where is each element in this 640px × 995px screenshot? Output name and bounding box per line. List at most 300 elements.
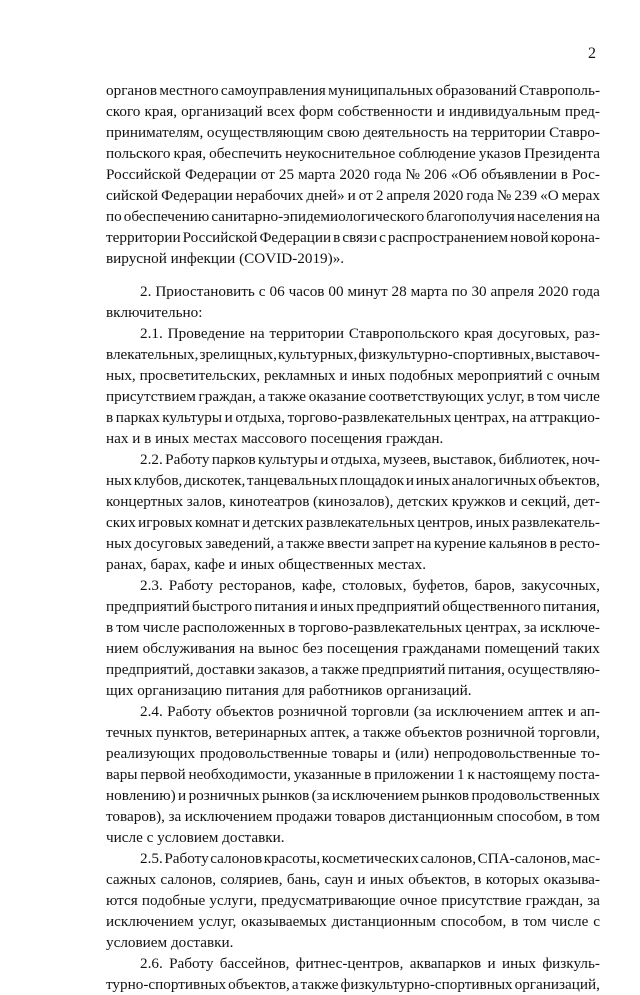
word: года: [373, 166, 402, 183]
word: аптек,: [310, 724, 350, 741]
word: за: [168, 808, 182, 825]
word: в: [333, 229, 341, 246]
word: первой: [140, 766, 186, 783]
word: №: [405, 166, 420, 183]
word: санитарно-эпидемиологического: [211, 208, 425, 225]
word: ных: [106, 472, 132, 489]
word: розничной: [278, 703, 348, 720]
word: минут: [347, 283, 388, 300]
word: физкультурно-спортивных,: [358, 346, 535, 363]
word: обеспечению: [123, 208, 210, 225]
word: реализующих: [106, 745, 196, 762]
text-line: [106, 491, 600, 512]
word: органов: [106, 82, 158, 99]
word: также: [300, 976, 339, 993]
word: Федерации: [184, 166, 257, 183]
word: с: [546, 367, 554, 384]
word: года: [466, 187, 494, 204]
word: сийской: [106, 187, 159, 204]
word: помещений: [484, 640, 560, 657]
word: закусочных,: [521, 577, 600, 594]
word: исключением: [184, 808, 273, 825]
word: на: [416, 535, 432, 552]
text-line: [106, 659, 600, 680]
word: на: [249, 325, 265, 342]
paragraph-p2_3: [106, 575, 600, 701]
word: центрах,: [453, 409, 510, 426]
word: по: [451, 283, 468, 300]
word: 2020: [432, 187, 464, 204]
word: способом,: [440, 913, 507, 930]
word: марта: [410, 283, 448, 300]
text-line: [106, 164, 600, 185]
word: ресто-: [559, 535, 600, 552]
word: том: [116, 619, 140, 636]
word: подобных: [389, 367, 454, 384]
word: нерабочих: [235, 187, 304, 204]
word: способом,: [496, 808, 563, 825]
word: концертных: [106, 493, 184, 510]
word: кинотеатров: [229, 493, 310, 510]
text-line: [106, 407, 600, 428]
word: соблюдение: [398, 145, 476, 162]
word: корона-: [550, 229, 600, 246]
word: красоты,: [263, 850, 321, 867]
word: и: [487, 955, 496, 972]
word: края,: [173, 145, 207, 162]
text-line: [106, 911, 600, 932]
word: оказание: [308, 388, 366, 405]
word: посещения: [326, 640, 399, 657]
word: Рос-: [572, 166, 600, 183]
word: всех: [266, 103, 295, 120]
word: ввести: [326, 535, 370, 552]
word: площадок: [339, 472, 405, 489]
word: Федерации: [161, 187, 233, 204]
word: и: [347, 187, 356, 204]
word: от: [260, 166, 275, 183]
word: ских: [106, 514, 136, 531]
word: 2.1.: [140, 325, 163, 342]
word: настоящему: [477, 766, 556, 783]
word: 2.6.: [140, 955, 163, 972]
word: Работу: [165, 451, 210, 468]
word: доставки: [196, 661, 255, 678]
word: влекательных,: [106, 346, 199, 363]
word: связи: [342, 229, 378, 246]
word: распространением: [387, 229, 509, 246]
text-line: ранах, барах, кафе и иных общественных местах.: [106, 556, 427, 573]
word: и: [339, 367, 348, 384]
word: аттракцио-: [529, 409, 600, 426]
paragraph-p0: [106, 80, 600, 269]
word: в: [474, 871, 482, 888]
word: а: [291, 976, 299, 993]
text-line: [106, 470, 600, 491]
word: №: [496, 187, 512, 204]
word: сажных: [106, 871, 157, 888]
word: с: [379, 229, 386, 246]
word: Приостановить: [155, 283, 255, 300]
word: которых: [485, 871, 540, 888]
word: на: [239, 640, 255, 657]
text-line: включительно:: [106, 304, 203, 321]
word: неукоснительное: [285, 145, 396, 162]
word: присутствие: [441, 892, 522, 909]
word: 2.4.: [140, 703, 163, 720]
word: аквапарков: [409, 955, 482, 972]
word: на: [585, 208, 600, 225]
word: зрелищных,: [199, 346, 277, 363]
text-line: [106, 386, 600, 407]
word: баров,: [474, 577, 516, 594]
word: собственности: [337, 103, 433, 120]
word: продовольственные: [199, 745, 328, 762]
word: ветеринарных: [215, 724, 307, 741]
page-number: 2: [588, 45, 596, 62]
word: без: [302, 640, 323, 657]
word: досуговых: [134, 535, 203, 552]
word: 239: [514, 187, 538, 204]
word: мерах: [561, 187, 600, 204]
word: гражданами: [402, 640, 481, 657]
word: дет-: [573, 493, 600, 510]
word: года: [572, 283, 600, 300]
word: в: [565, 808, 574, 825]
word: подобные: [141, 892, 206, 909]
word: указанные: [293, 766, 362, 783]
word: пунктов,: [156, 724, 213, 741]
word: иных: [415, 472, 450, 489]
word: оказываемых: [241, 913, 327, 930]
word: течных: [106, 724, 153, 741]
document-body: [106, 80, 600, 995]
text-line: [106, 533, 600, 554]
word: том: [523, 913, 547, 930]
word: территории: [269, 325, 345, 342]
word: в: [288, 619, 296, 636]
word: территории: [106, 229, 181, 246]
word: салонов: [210, 850, 263, 867]
word: в: [560, 166, 568, 183]
word: объектов: [404, 724, 463, 741]
word: (или): [395, 745, 430, 762]
word: 30: [471, 283, 487, 300]
word: вары: [106, 766, 138, 783]
word: детских: [252, 514, 304, 531]
word: местного: [159, 82, 219, 99]
word: очным: [557, 367, 600, 384]
word: курение: [433, 535, 487, 552]
word: пред-: [564, 103, 600, 120]
word: быстрого: [191, 598, 253, 615]
word: иных: [320, 598, 355, 615]
word: и: [320, 451, 329, 468]
word: заведений,: [205, 535, 275, 552]
word: заказов,: [257, 661, 309, 678]
word: (за: [413, 703, 432, 720]
word: кафе,: [301, 577, 336, 594]
word: кальянов: [488, 535, 548, 552]
word: том: [537, 388, 561, 405]
word: косметических: [321, 850, 419, 867]
word: и: [178, 787, 187, 804]
text-line: [106, 512, 600, 533]
word: соответствующих: [368, 388, 485, 405]
text-line: [106, 806, 600, 827]
word: 28: [391, 283, 407, 300]
word: залов,: [186, 493, 226, 510]
word: парков: [211, 451, 256, 468]
word: также: [268, 388, 307, 405]
word: комнат: [195, 514, 240, 531]
word: то-: [580, 745, 600, 762]
word: в: [549, 535, 557, 552]
word: дней»: [306, 187, 345, 204]
word: числе: [142, 619, 180, 636]
word: розничных: [188, 787, 260, 804]
word: приложении: [374, 766, 455, 783]
word: 06: [269, 283, 285, 300]
word: культуры: [162, 409, 223, 426]
word: иных: [501, 955, 537, 972]
word: также: [363, 724, 402, 741]
word: часов: [288, 283, 325, 300]
text-line: [106, 344, 600, 365]
text-line: [106, 80, 600, 101]
word: торговли,: [538, 724, 600, 741]
word: благополучия: [426, 208, 515, 225]
paragraph-p2_2: [106, 449, 600, 575]
word: питания: [254, 598, 308, 615]
word: общественного: [442, 598, 541, 615]
word: просветительских,: [139, 367, 261, 384]
word: услуги,: [209, 892, 258, 909]
word: новлению): [106, 787, 176, 804]
word: клубов,: [133, 472, 183, 489]
word: форм: [299, 103, 334, 120]
text-line: [106, 701, 600, 722]
word: выставоч-: [535, 346, 600, 363]
word: образований: [435, 82, 517, 99]
word: также: [320, 661, 359, 678]
word: библиотек,: [498, 451, 570, 468]
paragraph-p2: [106, 281, 600, 323]
word: 2.3.: [140, 577, 163, 594]
word: ных,: [106, 367, 136, 384]
word: продажи: [275, 808, 332, 825]
word: новой: [510, 229, 549, 246]
word: объектов,: [228, 976, 290, 993]
word: питания,: [448, 661, 505, 678]
word: отдыха,: [235, 409, 286, 426]
word: товаров: [335, 808, 386, 825]
text-line: [106, 722, 600, 743]
word: обеспечить: [209, 145, 282, 162]
text-line: [106, 227, 600, 248]
word: исключением: [331, 787, 420, 804]
word: самоуправления: [220, 82, 326, 99]
word: вынос: [258, 640, 299, 657]
word: (кинозалов),: [313, 493, 394, 510]
text-line: [106, 869, 600, 890]
word: Работу: [168, 577, 214, 594]
word: очное: [399, 892, 438, 909]
word: польского: [106, 145, 171, 162]
text-line: [106, 617, 600, 638]
word: детских: [396, 493, 449, 510]
word: территории: [470, 124, 546, 141]
word: оказыва-: [543, 871, 600, 888]
word: Проведение: [167, 325, 245, 342]
text-line: условием доставки.: [106, 934, 234, 951]
text-line: [106, 323, 600, 344]
word: и: [405, 472, 414, 489]
paragraph-p2_5: [106, 848, 600, 953]
word: обслуживания: [142, 640, 236, 657]
word: саун: [324, 871, 354, 888]
text-line: числе с условием доставки.: [106, 829, 285, 846]
word: ап-: [580, 703, 600, 720]
word: в: [527, 388, 535, 405]
word: том: [576, 808, 600, 825]
word: индивидуальным: [448, 103, 561, 120]
word: запрет: [372, 535, 414, 552]
word: услуг,: [198, 913, 237, 930]
word: секций,: [521, 493, 571, 510]
text-line: нах и в иных местах массового посещения граждан.: [106, 430, 444, 447]
word: на: [452, 124, 468, 141]
text-line: [106, 101, 600, 122]
word: дистанционным: [331, 913, 436, 930]
word: торгово-развлекательных: [287, 409, 452, 426]
word: салонов,: [420, 850, 477, 867]
word: аптек: [527, 703, 564, 720]
word: числе: [551, 913, 589, 930]
word: граждан,: [525, 892, 584, 909]
word: розничной: [465, 724, 535, 741]
word: предприятий,: [106, 661, 194, 678]
word: турно-спортивных: [106, 976, 227, 993]
word: и: [309, 598, 318, 615]
word: и: [224, 409, 233, 426]
word: ноч-: [571, 451, 600, 468]
word: в: [511, 913, 519, 930]
word: присутствием: [106, 388, 196, 405]
word: указов: [478, 145, 522, 162]
word: товаров),: [106, 808, 165, 825]
word: нием: [106, 640, 139, 657]
word: Ставрополь-: [519, 82, 600, 99]
word: а: [276, 535, 284, 552]
word: иных: [475, 514, 510, 531]
word: «Об: [450, 166, 478, 183]
word: и: [436, 103, 445, 120]
word: раз-: [574, 325, 600, 342]
word: питания,: [543, 598, 600, 615]
text-line: [106, 575, 600, 596]
word: осуществляющим: [206, 124, 324, 141]
word: от: [358, 187, 373, 204]
word: деятельность: [363, 124, 450, 141]
word: торговли: [351, 703, 410, 720]
word: за: [524, 619, 537, 636]
word: дистанционным: [388, 808, 494, 825]
word: (за: [311, 787, 330, 804]
word: за: [587, 892, 600, 909]
word: Работу: [164, 850, 209, 867]
word: отдыха,: [330, 451, 381, 468]
word: иных: [369, 871, 404, 888]
word: с: [258, 283, 266, 300]
word: мас-: [571, 850, 600, 867]
word: и: [509, 493, 518, 510]
word: культуры: [258, 451, 318, 468]
word: в: [106, 409, 114, 426]
word: таких: [563, 640, 600, 657]
word: и: [567, 703, 576, 720]
word: 2.: [140, 283, 152, 300]
paragraph-p2_6: [106, 953, 600, 995]
word: свою: [327, 124, 360, 141]
word: необходимости,: [188, 766, 291, 783]
word: предприятий: [106, 598, 190, 615]
word: в: [364, 766, 372, 783]
text-line: [106, 206, 600, 227]
text-line: [106, 890, 600, 911]
word: апреля: [386, 187, 430, 204]
text-line: [106, 143, 600, 164]
text-line: [106, 122, 600, 143]
word: развлекательных: [305, 514, 415, 531]
word: апреля: [490, 283, 535, 300]
text-line: [106, 281, 600, 302]
text-line: [106, 785, 600, 806]
word: услуг,: [486, 388, 525, 405]
word: 2020: [339, 166, 370, 183]
word: салонов,: [160, 871, 217, 888]
word: выставок,: [432, 451, 497, 468]
word: поста-: [558, 766, 600, 783]
text-line: [106, 743, 600, 764]
word: 2.5.: [140, 850, 163, 867]
word: а: [258, 388, 266, 405]
word: парках: [115, 409, 160, 426]
word: рынков: [261, 787, 310, 804]
text-line: [106, 764, 600, 785]
word: а: [352, 724, 360, 741]
word: по: [106, 208, 122, 225]
word: Работу: [169, 955, 214, 972]
word: в: [106, 619, 114, 636]
word: товары: [332, 745, 378, 762]
word: исключе-: [539, 619, 600, 636]
word: расположенных: [182, 619, 286, 636]
word: культурных,: [277, 346, 358, 363]
word: аналогичных: [451, 472, 537, 489]
word: рекламных: [263, 367, 336, 384]
text-line: [106, 596, 600, 617]
word: ются: [106, 892, 138, 909]
word: иных: [351, 367, 386, 384]
text-line: [106, 449, 600, 470]
word: столовых,: [341, 577, 407, 594]
word: непродовольственные: [433, 745, 577, 762]
word: и: [382, 745, 391, 762]
word: бань,: [286, 871, 321, 888]
word: Президента: [524, 145, 600, 162]
word: музеев,: [382, 451, 431, 468]
